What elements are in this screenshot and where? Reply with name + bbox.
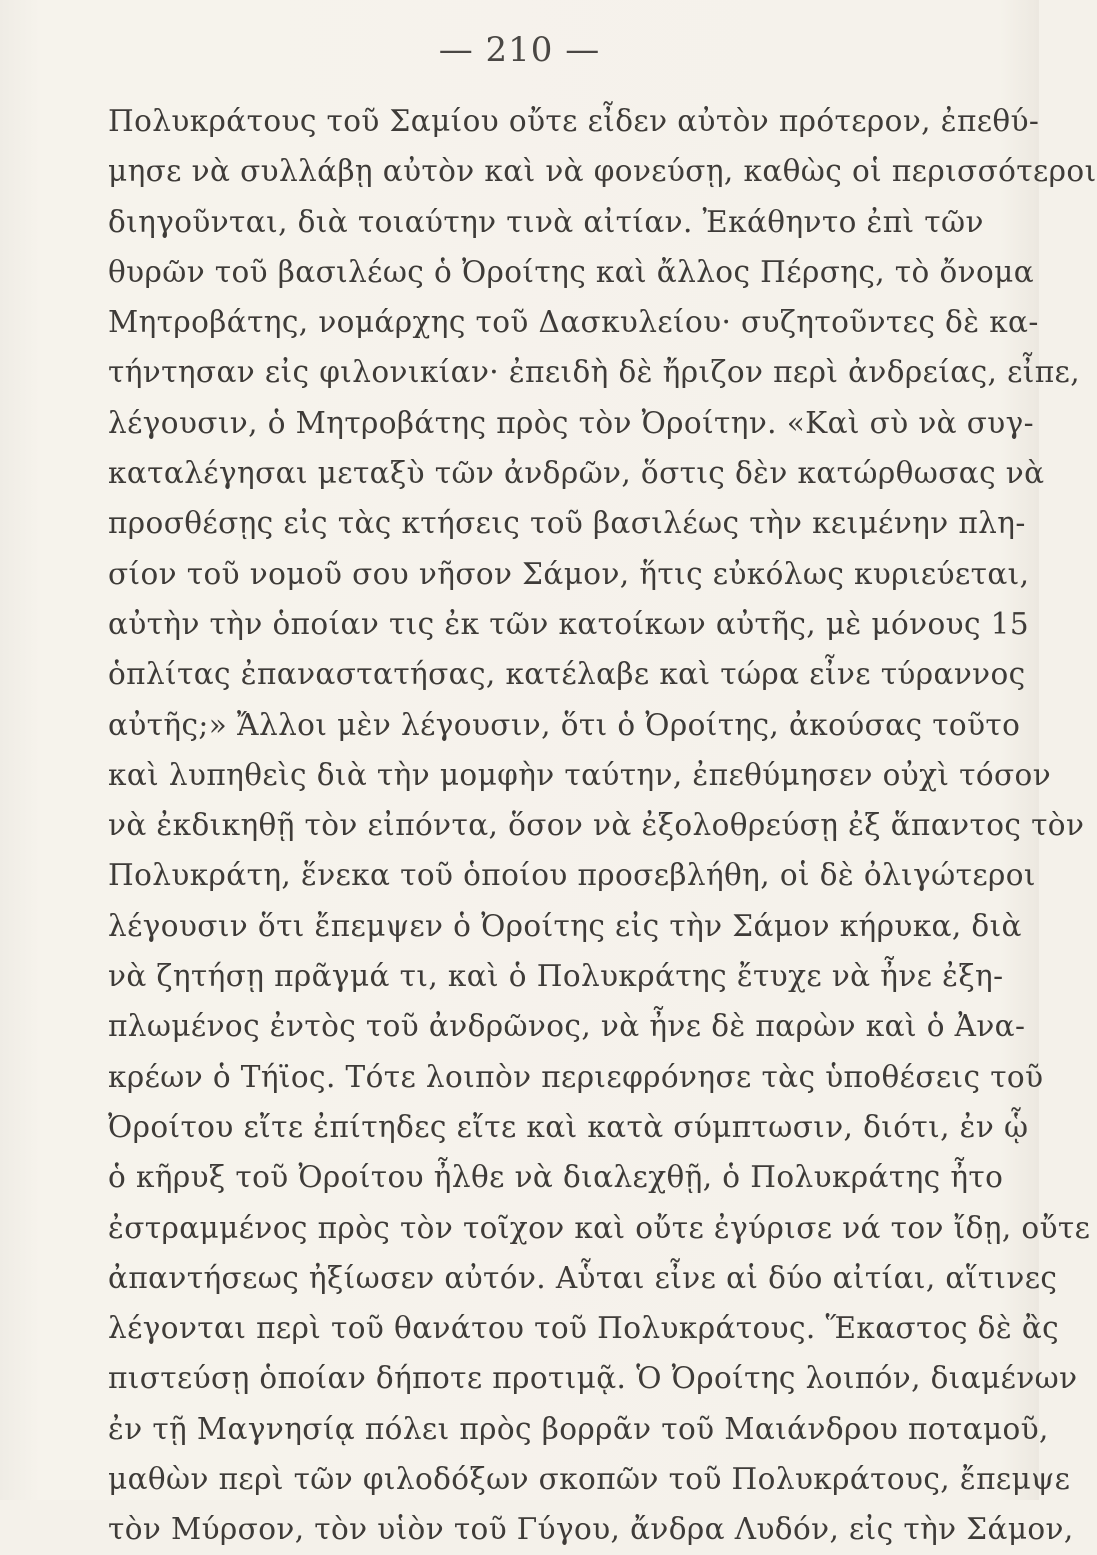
text-line: Πολυκράτη, ἕνεκα τοῦ ὁποίου προσεβλήθη, οἱ δὲ ὀλιγώτεροι [108,858,1036,893]
text-line: ὁπλίτας ἐπαναστατήσας, κατέλαβε καὶ τώρα εἶνε τύραννος [108,657,1026,692]
text-line: αὐτῆς;» Ἄλλοι μὲν λέγουσιν, ὅτι ὁ Ὀροίτης, ἀκούσας τοῦτο [108,707,1021,742]
text-line: νὰ ζητήσῃ πρᾶγμά τι, καὶ ὁ Πολυκράτης ἔτυχε νὰ ἦνε ἐξη- [108,959,1004,994]
text-line: Ὀροίτου εἴτε ἐπίτηδες εἴτε καὶ κατὰ σύμπτωσιν, διότι, ἐν ᾧ [108,1109,1029,1144]
text-line: μαθὼν περὶ τῶν φιλοδόξων σκοπῶν τοῦ Πολυκράτους, ἔπεμψε [108,1462,1071,1497]
text-line: πιστεύσῃ ὁποίαν δήποτε προτιμᾷ. Ὁ Ὀροίτης λοιπόν, διαμένων [108,1361,1078,1396]
text-line: θυρῶν τοῦ βασιλέως ὁ Ὀροίτης καὶ ἄλλος Πέρσης, τὸ ὄνομα [108,254,1035,289]
text-line: πλωμένος ἐντὸς τοῦ ἀνδρῶνος, νὰ ἦνε δὲ παρὼν καὶ ὁ Ἀνα- [108,1009,1026,1044]
body-text [108,96,1097,1555]
text-line: μησε νὰ συλλάβῃ αὐτὸν καὶ νὰ φονεύσῃ, καθὼς οἱ περισσότεροι [108,154,1097,189]
text-line: Πολυκράτους τοῦ Σαμίου οὔτε εἶδεν αὐτὸν πρότερον, ἐπεθύ- [108,104,1040,138]
text-line: νὰ ἐκδικηθῇ τὸν εἰπόντα, ὅσον νὰ ἐξολοθρεύσῃ ἐξ ἅπαντος τὸν [108,808,1085,843]
text-line: καὶ λυπηθεὶς διὰ τὴν μομφὴν ταύτην, ἐπεθύμησεν οὐχὶ τόσον [108,757,1052,792]
text-line: ἀπαντήσεως ἠξίωσεν αὐτόν. Αὗται εἶνε αἱ δύο αἰτίαι, αἵτινες [108,1260,1058,1295]
text-line: τήντησαν εἰς φιλονικίαν· ἐπειδὴ δὲ ἤριζον περὶ ἀνδρείας, εἶπε, [108,355,1080,390]
text-line: καταλέγησαι μεταξὺ τῶν ἀνδρῶν, ὅστις δὲν κατώρθωσας νὰ [108,456,1045,491]
text-line: ἐστραμμένος πρὸς τὸν τοῖχον καὶ οὔτε ἐγύρισε νά τον ἴδῃ, οὔτε [108,1210,1091,1245]
text-line: λέγουσιν ὅτι ἔπεμψεν ὁ Ὀροίτης εἰς τὴν Σάμον κήρυκα, διὰ [108,908,1022,943]
page-number: — 210 — [438,30,601,70]
text-line: λέγουσιν, ὁ Μητροβάτης πρὸς τὸν Ὀροίτην. «Καὶ σὺ νὰ συγ- [108,405,1035,440]
text-line: κρέων ὁ Τήϊος. Τότε λοιπὸν περιεφρόνησε τὰς ὑποθέσεις τοῦ [108,1059,1044,1094]
text-line: προσθέσῃς εἰς τὰς κτήσεις τοῦ βασιλέως τὴν κειμένην πλη- [108,506,1026,541]
text-line: αὐτὴν τὴν ὁποίαν τις ἐκ τῶν κατοίκων αὐτῆς, μὲ μόνους 15 [108,606,1029,641]
text-line: ὁ κῆρυξ τοῦ Ὀροίτου ἦλθε νὰ διαλεχθῇ, ὁ Πολυκράτης ἦτο [108,1160,1004,1195]
text-line: τὸν Μύρσον, τὸν υἱὸν τοῦ Γύγου, ἄνδρα Λυδόν, εἰς τὴν Σάμον, [108,1512,1074,1547]
text-line: Μητροβάτης, νομάρχης τοῦ Δασκυλείου· συζητοῦντες δὲ κα- [108,305,1039,340]
text-line: διηγοῦνται, διὰ τοιαύτην τινὰ αἰτίαν. Ἐκάθηντο ἐπὶ τῶν [108,204,984,239]
text-line: λέγονται περὶ τοῦ θανάτου τοῦ Πολυκράτους. Ἕκαστος δὲ ἂς [108,1311,1060,1346]
text-line: ἐν τῇ Μαγνησίᾳ πόλει πρὸς βορρᾶν τοῦ Μαιάνδρου ποταμοῦ, [108,1411,1049,1446]
text-line: σίον τοῦ νομοῦ σου νῆσον Σάμον, ἥτις εὐκόλως κυριεύεται, [108,556,1030,591]
